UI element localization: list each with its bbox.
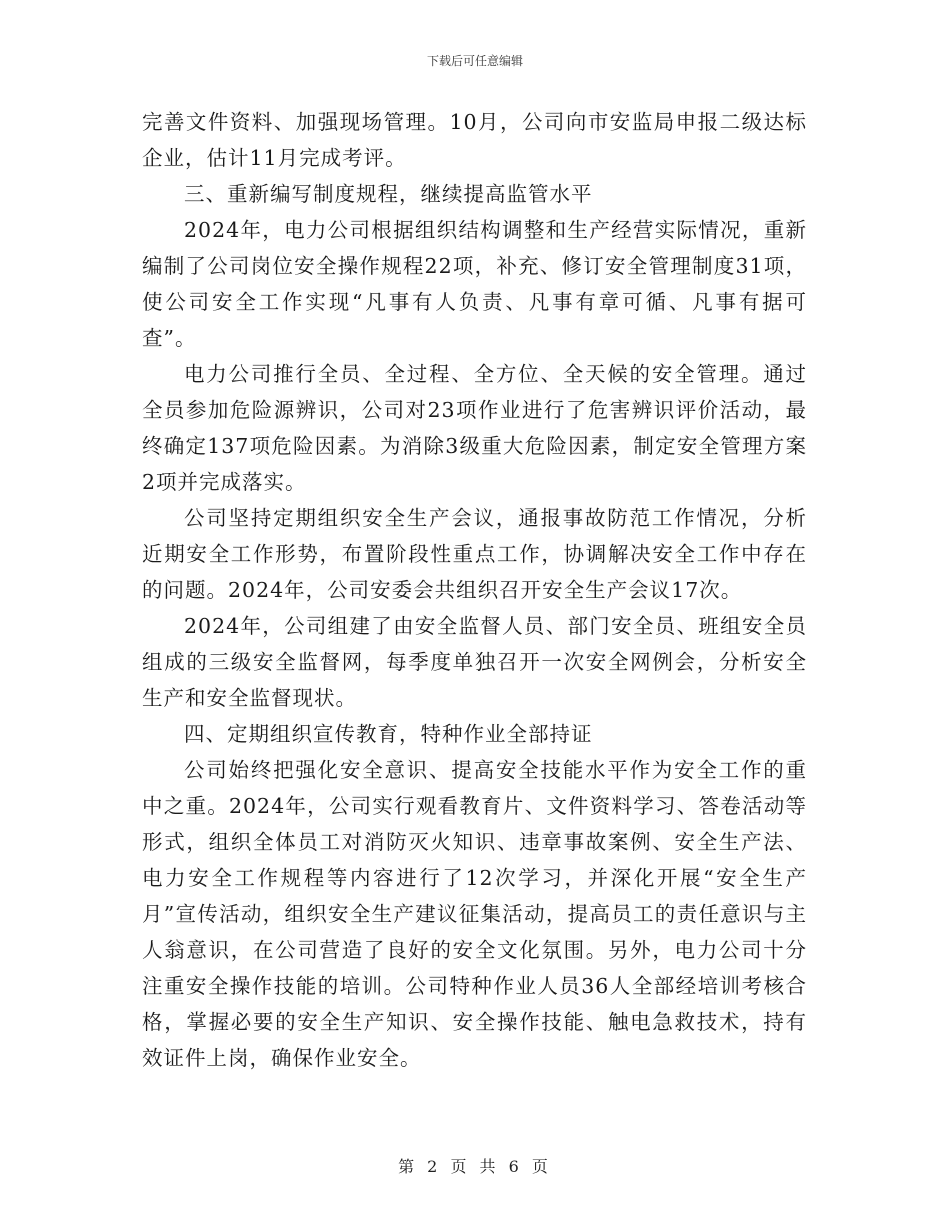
paragraph: 电力公司推行全员、全过程、全方位、全天候的安全管理。通过全员参加危险源辨识，公司对23项作业进行了危害辨识评价活动，最终确定137项危险因素。为消除3级重大危险因素，制定安全管理方案2项并完成落实。: [142, 362, 807, 494]
section-heading: 四、定期组织宣传教育，特种作业全部持证: [184, 722, 593, 746]
paragraph: 公司坚持定期组织安全生产会议，通报事故防范工作情况，分析近期安全工作形势，布置阶段性重点工作，协调解决安全工作中存在的问题。2024年，公司安委会共组织召开安全生产会议17次。: [142, 506, 807, 602]
page-number: 第 2 页 共 6 页: [398, 1157, 552, 1176]
page-header-note: 下载后可任意编辑: [426, 54, 523, 68]
section-heading: 三、重新编写制度规程，继续提高监管水平: [184, 182, 593, 206]
document-body: [142, 104, 807, 1076]
paragraph: 2024年，公司组建了由安全监督人员、部门安全员、班组安全员组成的三级安全监督网，每季度单独召开一次安全网例会，分析安全生产和安全监督现状。: [142, 614, 807, 710]
paragraph: 公司始终把强化安全意识、提高安全技能水平作为安全工作的重中之重。2024年，公司实行观看教育片、文件资料学习、答卷活动等形式，组织全体员工对消防灭火知识、违章事故案例、安全生产法、电力安全工作规程等内容进行了12次学习，并深化开展“安全生产月”宣传活动，组织安全生产建议征集活动，提高员工的责任意识与主人翁意识，在公司营造了良好的安全文化氛围。另外，电力公司十分注重安全操作技能的培训。公司特种作业人员36人全部经培训考核合格，掌握必要的安全生产知识、安全操作技能、触电急救技术，持有效证件上岗，确保作业安全。: [142, 758, 807, 1070]
paragraph: 2024年，电力公司根据组织结构调整和生产经营实际情况，重新编制了公司岗位安全操作规程22项，补充、修订安全管理制度31项，使公司安全工作实现“凡事有人负责、凡事有章可循、凡事有据可查”。: [142, 218, 807, 350]
paragraph: 完善文件资料、加强现场管理。10月，公司向市安监局申报二级达标企业，估计11月完成考评。: [142, 110, 807, 170]
